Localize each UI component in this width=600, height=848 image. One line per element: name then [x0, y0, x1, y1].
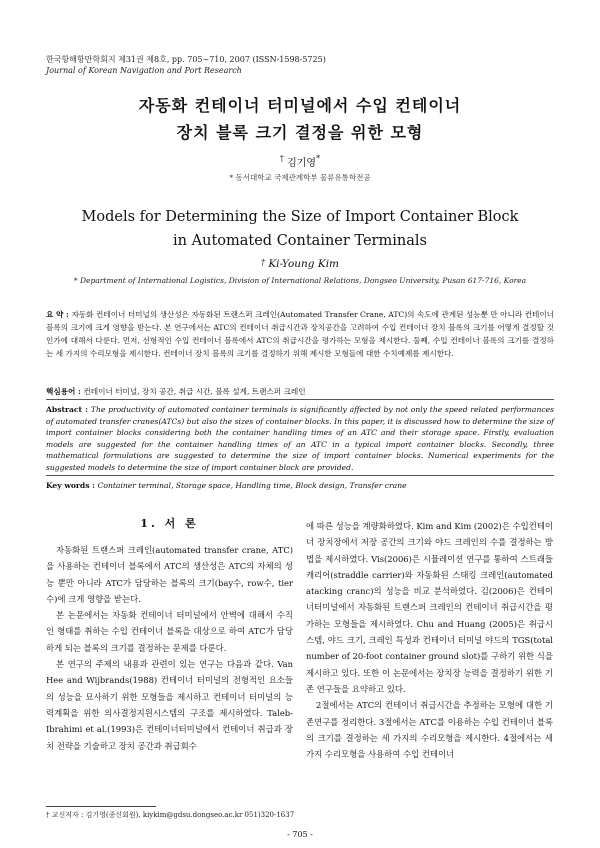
title-korean-line-2: 장치 블록 크기 결정을 위한 모형 — [176, 123, 424, 142]
abstract-korean-label: 요 약 : — [46, 310, 72, 319]
author-english-name: Ki-Young Kim — [268, 258, 340, 270]
affiliation-mark: * — [316, 154, 321, 163]
affiliation-korean: * 동서대학교 국제관계학부 물류유통학전공 — [229, 173, 371, 182]
footnote: † 교신저자 : 김기영(종신회원), kiykim@gdsu.dongseo.ac.kr 051)320-1637 — [46, 811, 295, 819]
divider — [46, 475, 554, 476]
author-korean — [0, 154, 600, 169]
body-paragraph: 2절에서는 ATC의 컨테이너 취급시간을 추정하는 모형에 대한 기존연구를 정리한다. 3절에서는 ATC를 이용하는 수입 컨테이너 블록의 크기를 결정하는 세 가지의 수리모형을 제시한다. 4절에서는 세 가지 수리모형을 사용하여 수입 컨테이너 — [306, 700, 553, 760]
keywords-korean-text: 컨테이너 터미널, 장치 공간, 취급 시간, 블록 설계, 트랜스퍼 크레인 — [83, 387, 306, 396]
journal-line-ko: 한국항해항만학회지 제31권 제8호, pp. 705~710, 2007 (ISSN-1598-5725) — [46, 55, 326, 64]
keywords-english — [46, 481, 554, 490]
abstract-english — [46, 404, 554, 473]
abstract-korean-text: 자동화 컨테이너 터미널의 생산성은 자동화된 트랜스퍼 크레인(Automated Transfer Crane, ATC)의 속도에 관계된 성능뿐 만 아니라 컨테이너 블록의 크기에 크게 영향을 받는다. 본 연구에서는 ATC의 컨테이너 취급시간과 장치공간을 고려하여 수입 컨테이너 장치 블록의 크기를 어떻게 결정할 것인가에 대해서 다룬다. 먼저, 선형적인 수입 컨테이너 블록에서 ATC의 취급시간을 평가하는 모형을 제시한다. 둘째, 수입 컨테이너 블록의 크기를 결정하는 세 가지의 수리모형을 제시한다. 컨테이너 장치 블록의 크기를 결정하기 위해 제시한 모형들에 대한 수치예제를 제시한다. — [46, 310, 554, 358]
section-heading: 1. 서 론 — [140, 517, 199, 530]
footnote-divider — [46, 806, 156, 807]
title-english-line-1: Models for Determining the Size of Import Container Block — [81, 209, 519, 225]
journal-line-en: Journal of Korean Navigation and Port Research — [46, 66, 242, 75]
affiliation-english: * Department of International Logistics, Division of International Relations, Dongseo University, Pusan 617-716, Korea — [73, 276, 527, 285]
body-paragraph: 본 논문에서는 자동화 컨테이너 터미널에서 안벽에 대해서 수직인 형태를 취하는 수입 컨테이너 블록을 대상으로 하여 ATC가 담당하게 되는 블록의 크기를 결정하는 문제를 다룬다. — [46, 610, 293, 653]
page-number: - 705 - — [287, 830, 313, 839]
title-korean-line-1: 자동화 컨테이너 터미널에서 수입 컨테이너 — [138, 96, 462, 115]
body-paragraph: 자동화된 트랜스퍼 크레인(automated transfer crane, ATC)을 사용하는 컨테이너 블록에서 ATC의 생산성은 ATC의 자체의 성능 뿐만 아니라 ATC가 담당하는 블록의 크기(bay수, row수, tier수)에 크게 영향을 받는다. — [46, 545, 293, 604]
author-english — [0, 258, 600, 270]
title-english-line-2: in Automated Container Terminals — [173, 233, 427, 249]
abstract-english-text: The productivity of automated container terminals is significantly affected by not only the speed related performances of automated transfer cranes(ATCs) but also the sizes of container blocks. In this paper, it is discussed how to determine the size of import container blocks considering both the container handling times of an ATC and their storage space. Firstly, evaluation models are suggested for the container handling times of an ATC in a typical import container blocks. Secondly, three mathematical formulations are suggested to determine the size of import container blocks. Numerical experiments for the suggested models to determine the size of import container block are provided. — [46, 405, 554, 472]
body-paragraph: 본 연구의 주제의 내용과 관련이 있는 연구는 다음과 같다. Van Hee and Wijbrands(1988) 컨테이너 터미널의 전형적인 요소들의 성능을 묘사하기 위한 모형들을 제시하고 컨테이너 터미널의 능력계획을 위한 의사결정지원시스템의 구조를 제시하였다. Taleb-Ibrahimi et al.(1993)은 컨테이너터미널에서 컨테이너 취급과 장치 전략을 기술하고 장치 공간과 취급회수 — [46, 659, 293, 751]
keywords-english-label: Key words : — [46, 481, 98, 490]
corresponding-mark-en: † — [260, 258, 265, 267]
keywords-korean — [46, 386, 554, 397]
keywords-english-text: Container terminal, Storage space, Handling time, Block design, Transfer crane — [97, 481, 407, 490]
title-korean — [0, 92, 600, 146]
body-column-right — [306, 518, 553, 762]
abstract-english-label: Abstract : — [46, 405, 91, 414]
corresponding-mark: † — [279, 154, 284, 163]
keywords-korean-label: 핵심용어 : — [46, 387, 84, 396]
body-column-left — [46, 514, 293, 754]
title-english — [0, 205, 600, 253]
body-paragraph: 에 따른 성능을 계량화하였다. Kim and Kim (2002)은 수입컨테이너 장치장에서 저장 공간의 크기와 야드 크레인의 수를 결정하는 방법을 제시하였다. Vis(2006)은 시뮬레이션 연구를 통하여 스트래들 캐리어(straddle carrier)와 자동화된 스태킹 크레인(automated atacking cranc)의 성능을 비교 분석하였다. 김(2006)은 컨테이너터미널에서 자동화된 트랜스퍼 크레인의 컨테이너 취급시간을 평가하는 모형들을 제시하였다. Chu and Huang (2005)은 취급시스템, 야드 크기, 크레인 특성과 컨테이너 터미널 야드의 TGS(total number of 20-foot container ground slot)를 구하기 위한 식을 제시하고 있다. 또한 이 논문에서는 장치장 능력을 결정하기 위한 기존 연구들을 요약하고 있다. — [306, 521, 553, 694]
divider — [46, 399, 554, 400]
journal-header — [46, 54, 326, 76]
author-korean-name: 김기영 — [287, 158, 317, 169]
abstract-korean — [46, 308, 554, 360]
